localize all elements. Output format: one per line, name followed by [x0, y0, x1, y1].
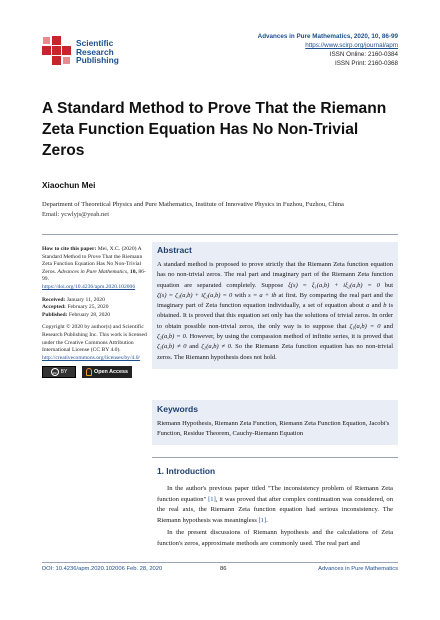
published-value: February 28, 2020	[68, 311, 111, 318]
reference-link[interactable]: [1]	[208, 495, 216, 503]
intro-text: .	[266, 516, 268, 524]
open-lock-icon	[86, 368, 92, 376]
abstract-word: but	[384, 281, 394, 289]
header-divider	[42, 234, 398, 235]
issn-online: ISSN Online: 2160-0384	[329, 51, 398, 58]
equation-zeta2-zero: ζ₂(a,b) = 0	[157, 333, 186, 341]
cc-icon: cc	[52, 369, 57, 375]
abstract-sentence: . So the Riemann Zeta function equation has no non-trivial zeros. The Riemann hypothesis does not hold.	[157, 343, 394, 361]
cite-volume: 10,	[129, 268, 137, 275]
citation-block	[42, 246, 150, 292]
received-date	[42, 297, 150, 305]
section-divider	[152, 457, 398, 458]
equation-zeta1-zero: ζ₁(a,b) = 0	[349, 322, 381, 330]
abstract-sentence: . However, by using the compassion method of infinite series, it is proved that	[185, 333, 393, 341]
keywords-panel	[152, 400, 398, 445]
cite-text: Mei, X.C. (2020) A Standard Method to Prove That the Riemann Zeta Function Equation Has No Non-Trivial Zeros.	[42, 246, 143, 275]
publisher-name-line: Research	[76, 46, 114, 57]
accepted-value: February 25, 2020	[67, 304, 109, 311]
intro-text: , it was proved that after complex continuation was considered, on the real axis, the Riemann Zeta function equation had serious inconsistency. The Riemann hypothesis was meaningless	[157, 495, 393, 524]
published-label: Published:	[42, 311, 68, 318]
issn-print: ISSN Print: 2160-0368	[334, 60, 398, 67]
cc-by-badge[interactable]	[42, 366, 76, 378]
abstract-sentence: A standard method is proposed to prove strictly that the Riemann Zeta function equation has no non-trivial zeros. The real part and imaginary part of the Riemann Zeta function equation are separated completely. Suppose	[157, 261, 393, 289]
cite-journal: Advances in Pure Mathematics,	[57, 268, 129, 275]
abstract-word: and	[371, 302, 381, 310]
article-sidebar	[42, 246, 150, 383]
by-label: BY	[60, 368, 68, 375]
open-access-badge[interactable]	[82, 366, 132, 378]
equation-xi: ξ(s) = ξ₁(a,b) + iξ₂(a,b) = 0	[288, 281, 380, 289]
abstract-heading: Abstract	[157, 245, 192, 255]
accepted-label: Accepted:	[42, 304, 66, 311]
open-access-label: Open Access	[94, 368, 128, 375]
introduction-heading: 1. Introduction	[157, 466, 216, 476]
equation-zeta1-nonzero: ζ₁(a,b) ≠ 0	[157, 343, 187, 351]
intro-paragraph	[157, 484, 393, 526]
accepted-date	[42, 304, 150, 312]
abstract-sentence: is obtained. It is proved that this equation set only has the solutions of trivial zeros. In order to obtain possible non-trivial zeros, the only way is to suppose that	[157, 302, 394, 330]
received-value: January 11, 2020	[66, 296, 105, 303]
publisher-name	[76, 39, 119, 65]
publisher-name-line: Publishing	[76, 55, 119, 66]
license-badges	[42, 366, 150, 378]
footer-journal: Advances in Pure Mathematics	[318, 566, 398, 572]
license-link[interactable]: http://creativecommons.org/licenses/by/4.0/	[42, 354, 141, 361]
scirp-logo-icon	[42, 36, 72, 66]
footer-doi: DOI: 10.4236/apm.2020.102006 Feb. 28, 2020	[42, 566, 163, 572]
abstract-word: with	[234, 291, 247, 299]
copyright-block	[42, 324, 150, 378]
cite-doi-link[interactable]: https://doi.org/10.4236/apm.2020.102006	[42, 283, 136, 290]
publisher-name-line: Scientific	[76, 38, 114, 48]
variable-b: b	[383, 302, 387, 310]
journal-info	[258, 32, 398, 68]
abstract-panel	[152, 242, 398, 369]
cite-pages: 86-99.	[42, 268, 146, 283]
abstract-text	[157, 260, 393, 363]
page-number: 86	[220, 566, 227, 572]
introduction-section	[152, 462, 398, 552]
abstract-word: and	[189, 343, 199, 351]
journal-citation: Advances in Pure Mathematics, 2020, 10, 86-99	[257, 33, 398, 40]
intro-paragraph	[157, 528, 393, 549]
variable-a: a	[366, 302, 370, 310]
intro-text: In the author's previous paper titled "The inconsistency problem of Riemann Zeta function equation"	[157, 485, 393, 503]
received-label: Received:	[42, 296, 66, 303]
abstract-word: and	[383, 322, 394, 330]
equation-s: s = a + ib	[248, 291, 277, 299]
equation-zeta2-nonzero: ζ₂(a,b) ≠ 0	[201, 343, 231, 351]
publisher-logo	[42, 34, 162, 74]
paper-title: A Standard Method to Prove That the Riemann Zeta Function Equation Has No Non-Trivial Zeros	[42, 100, 387, 159]
author-affiliation: Department of Theoretical Physics and Pure Mathematics, Institute of Innovative Physics in Fuzhou, Fuzhou, China	[42, 201, 344, 208]
keywords-text: Riemann Hypothesis, Riemann Zeta Function, Riemann Zeta Function Equation, Jacobi's Function, Residue Theorem, Cauchy-Riemann Equation	[157, 420, 390, 437]
equation-zeta: ζ(s) = ζ₁(a,b) + iζ₂(a,b) = 0	[157, 291, 233, 299]
footer-divider	[42, 562, 398, 563]
intro-text: In the present discussions of Riemann hypothesis and the calculations of Zeta function's zeros, approximate methods are commonly used. The real part and	[157, 529, 393, 547]
published-date	[42, 312, 150, 320]
keywords-heading: Keywords	[157, 404, 199, 414]
journal-url-link[interactable]: https://www.scirp.org/journal/apm	[305, 42, 398, 49]
author-name: Xiaochun Mei	[42, 180, 96, 190]
dates-block	[42, 297, 150, 320]
cite-label: How to cite this paper:	[42, 246, 97, 252]
author-email[interactable]: Email: ycwlyjs@yeah.net	[42, 211, 109, 218]
copyright-text: Copyright © 2020 by author(s) and Scientific Research Publishing Inc. This work is licensed under the Creative Commons Attribution International License (CC BY 4.0).	[42, 324, 147, 354]
reference-link[interactable]: [1]	[258, 516, 267, 524]
abstract-sentence: at first. By comparing the real part and the imaginary part of Zeta function equation individually, a set of equation about	[157, 291, 394, 310]
